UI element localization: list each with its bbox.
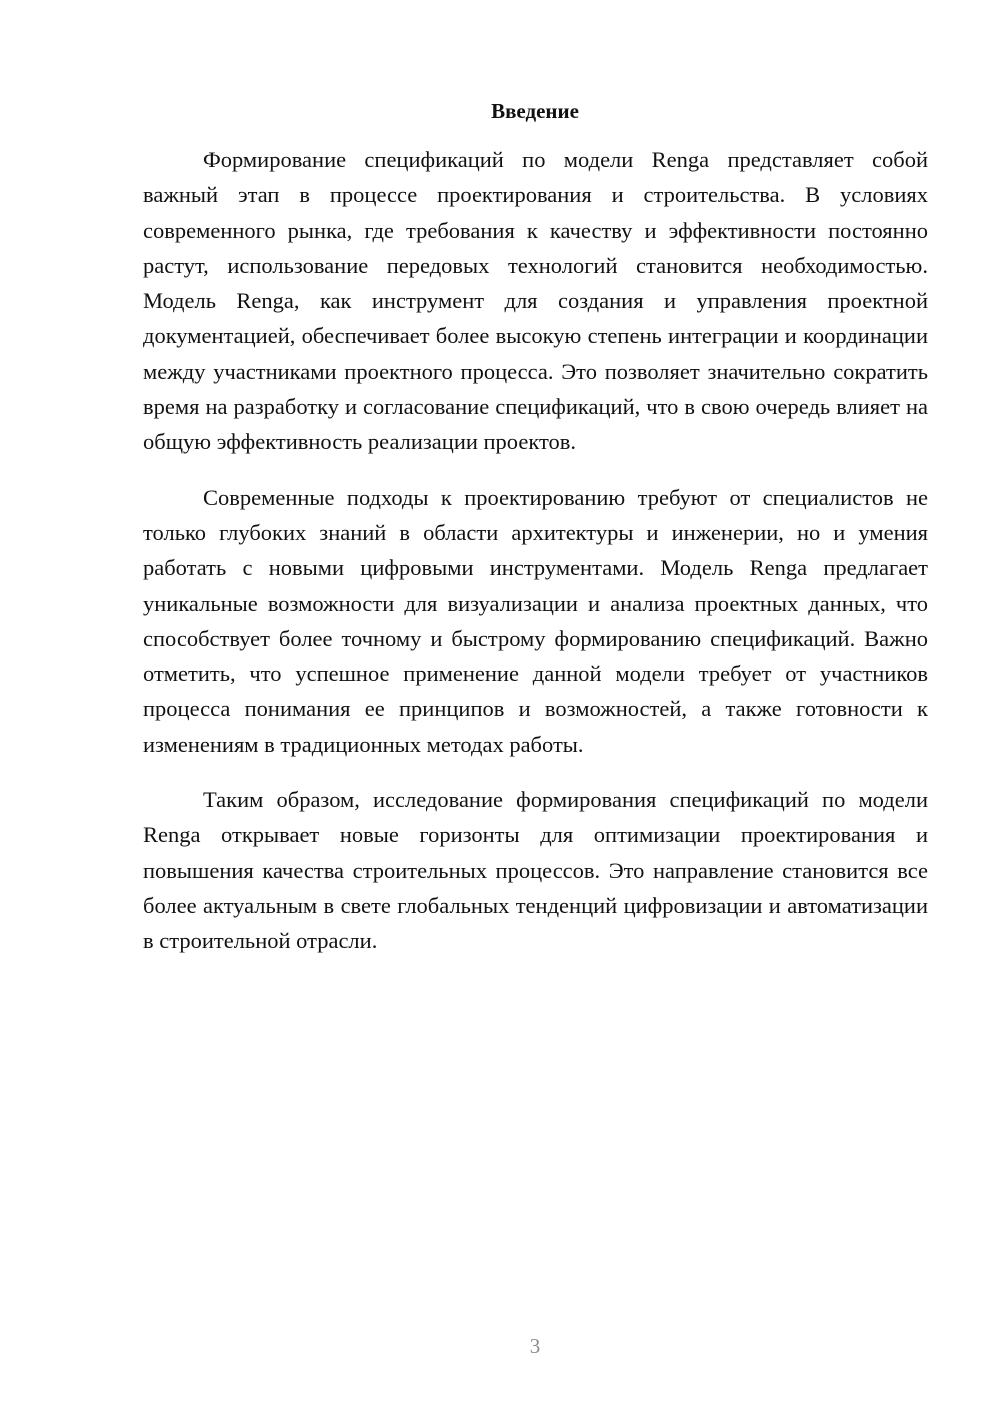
paragraph-3: Таким образом, исследование формирования спецификаций по модели Renga открывает новые горизонты для оптимизации проектирования и повышения качества строительных процессов. Это направление становится все более актуальным в свете глобальных тенденций цифровизации и автоматизации в строительной отрасли. [143, 787, 928, 954]
section-heading: Введение [491, 99, 579, 123]
paragraph-1: Формирование спецификаций по модели Renga представляет собой важный этап в процессе проектирования и строительства. В условиях современного рынка, где требования к качеству и эффективности постоянно растут, использование передовых технологий становится необходимостью. Модель Renga, как инструмент для создания и управления проектной документацией, обеспечивает более высокую степень интеграции и координации между участниками проектного процесса. Это позволяет значительно сократить время на разработку и согласование спецификаций, что в свою очередь влияет на общую эффективность реализации проектов. [143, 147, 928, 455]
paragraph-2: Современные подходы к проектированию требуют от специалистов не только глубоких знаний в области архитектуры и инженерии, но и умения работать с новыми цифровыми инструментами. Модель Renga предлагает уникальные возможности для визуализации и анализа проектных данных, что способствует более точному и быстрому формированию спецификаций. Важно отметить, что успешное применение данной модели требует от участников процесса понимания ее принципов и возможностей, а также готовности к изменениям в традиционных методах работы. [143, 484, 928, 757]
page-number: 3 [529, 1334, 541, 1358]
body-text [143, 142, 928, 959]
